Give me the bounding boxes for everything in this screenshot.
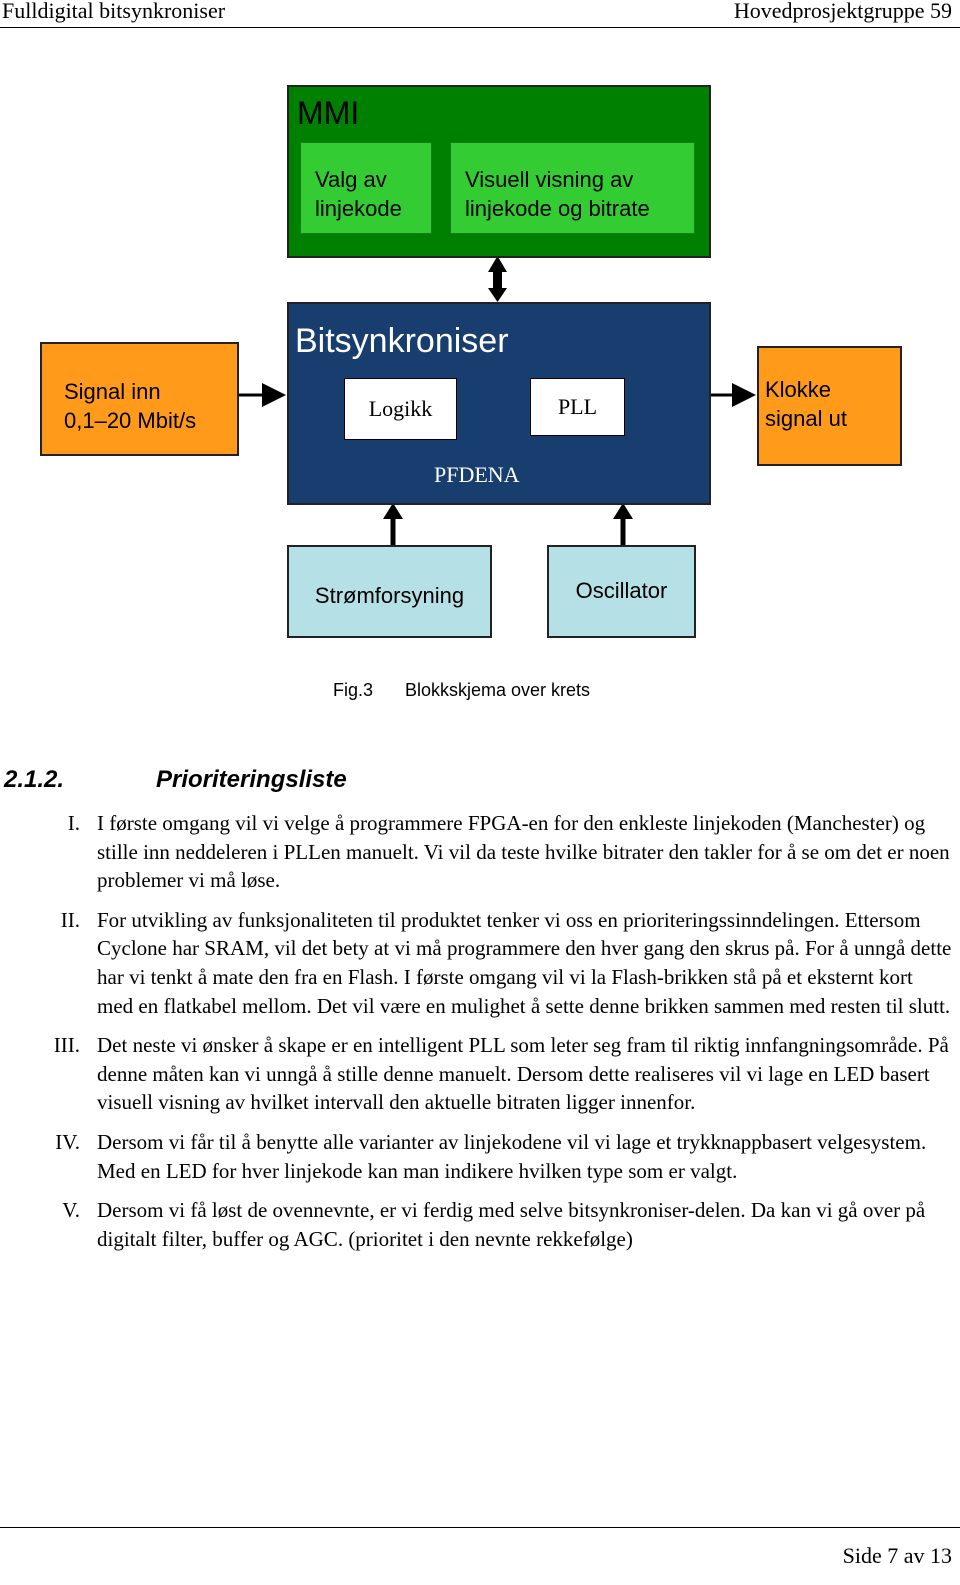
pfdena-label: PFDENA	[434, 462, 520, 487]
list-item-number: IV.	[55, 1129, 80, 1154]
list-item	[0, 1128, 960, 1185]
output-line2: signal ut	[765, 406, 847, 431]
mmi-visual-display-block	[450, 142, 695, 234]
mmi-bitsynk-double-arrow	[488, 256, 507, 302]
section-number: 2.1.2.	[4, 766, 65, 793]
list-item	[0, 906, 960, 1020]
header-group-name: Hovedprosjektgruppe 59	[733, 0, 952, 23]
mmi-linecode-select-block	[300, 142, 432, 234]
mmi-right-line2: linjekode og bitrate	[465, 196, 650, 221]
input-line2: 0,1–20 Mbit/s	[64, 408, 197, 433]
pll-block: PLL	[530, 378, 625, 436]
footer-rule	[0, 1527, 960, 1528]
list-item-text: Dersom vi får til å benytte alle varianter av linjekodene vil vi lage et trykknappbasert velgesystem. Med en LED for hver linjekode kan man indikere hvilken type som er valgt.	[97, 1129, 927, 1183]
list-item-text: I første omgang vil vi velge å programmere FPGA-en for den enkleste linjekoden (Manchester) og stille inn neddeleren i PLLen manuelt. Vi vil da teste hvilke bitrater den takler for å se om det er noen problemer vi må løse.	[97, 811, 950, 893]
section-title: Prioriteringsliste	[156, 766, 347, 793]
input-line1: Signal inn	[64, 379, 161, 404]
power-supply-block: Strømforsyning	[287, 545, 492, 638]
figure-caption: Blokkskjema over krets	[405, 680, 591, 700]
output-line1: Klokke	[765, 377, 832, 402]
list-item-number: III.	[53, 1033, 80, 1058]
list-item-text: For utvikling av funksjonaliteten til produktet tenker vi oss en prioriteringssinndelingen. Ettersom Cyclone har SRAM, vil det bety at vi må programmere den hver gang den skrus på. For å unngå dette har vi tenkt å mate den fra en Flash. I første omgang vil vi la Flash-brikken stå på et eksternt kort med en flatkabel mellom. Det vil være en mulighet å sette denne brikken sammen med resten til slutt.	[97, 907, 952, 1018]
mmi-right-line1: Visuell visning av	[465, 167, 634, 192]
bitsynkroniser-block	[287, 302, 711, 505]
block-diagram	[0, 0, 960, 720]
list-item-text: Det neste vi ønsker å skape er en intelligent PLL som leter seg fram til riktig innfangningsområde. På denne måten kan vi unngå å stille denne manuelt. Dersom dette realiseres vil vi lage en LED basert visuell visning av hvilket intervall den aktuelle bitraten ligger innenfor.	[97, 1033, 949, 1115]
signal-input-block	[40, 342, 239, 456]
page-number: Side 7 av 13	[842, 1543, 952, 1568]
mmi-title: MMI	[297, 95, 360, 131]
list-item	[0, 1031, 960, 1117]
section-heading	[4, 766, 347, 794]
list-item-number: V.	[62, 1198, 80, 1223]
mmi-block	[287, 85, 711, 258]
list-item-text: Dersom vi få løst de ovennevnte, er vi ferdig med selve bitsynkroniser-delen. Da kan vi gå over på digitalt filter, buffer og AGC. (prioritet i den nevnte rekkefølge)	[97, 1198, 926, 1251]
clock-output-block	[757, 346, 902, 466]
header-document-title: Fulldigital bitsynkroniser	[2, 0, 226, 23]
list-item-number: I.	[67, 811, 80, 835]
list-item	[0, 809, 960, 895]
list-item	[0, 1196, 960, 1253]
mmi-left-line1: Valg av	[315, 167, 387, 192]
mmi-left-line2: linjekode	[315, 196, 402, 221]
list-item-number: II.	[60, 907, 80, 932]
bitsynkroniser-title: Bitsynkroniser	[295, 322, 509, 360]
priority-list	[0, 809, 960, 1264]
oscillator-block: Oscillator	[547, 545, 696, 638]
figure-number: Fig.3	[333, 680, 374, 700]
logikk-block: Logikk	[344, 378, 457, 440]
